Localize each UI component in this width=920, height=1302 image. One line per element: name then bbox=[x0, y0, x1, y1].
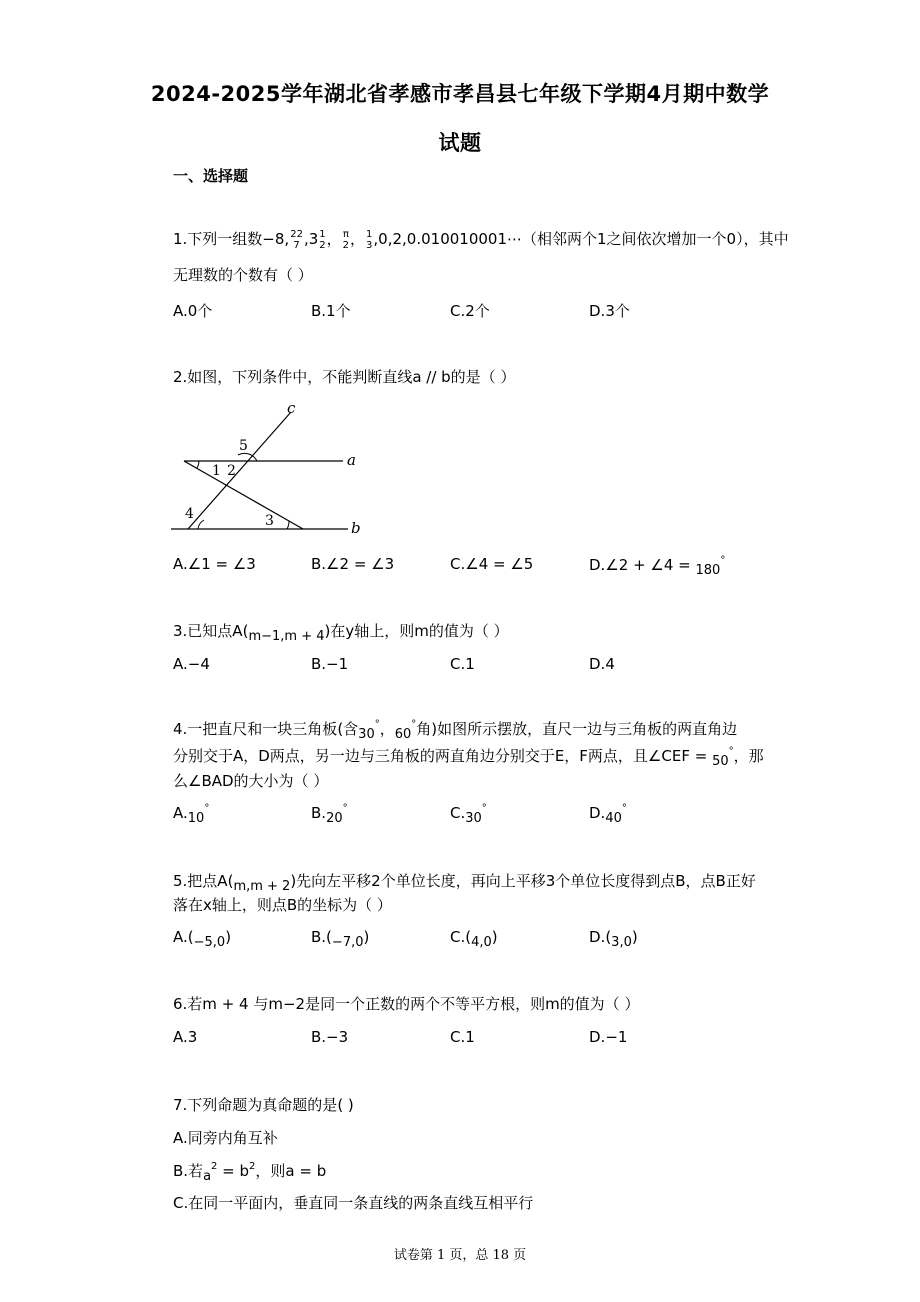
question-5-line-1: 5.把点A(m,m + 2)先向左平移2个单位长度，再向上平移3个单位长度得到点B，点B正好 bbox=[173, 872, 756, 894]
q6-option-a[interactable]: A.3 bbox=[173, 1028, 198, 1046]
parallel-lines-figure bbox=[165, 398, 370, 538]
question-6-text: 6.若m + 4 与m−2是同一个正数的两个不等平方根，则m的值为（ ） bbox=[173, 995, 640, 1013]
q1-option-b[interactable]: B.1个 bbox=[311, 302, 351, 320]
q6-option-b[interactable]: B.−3 bbox=[311, 1028, 349, 1046]
q4-option-a[interactable]: A.10° bbox=[173, 803, 210, 826]
q5-option-c[interactable]: C.(4,0) bbox=[450, 928, 498, 950]
fraction-1-2: 1 2 bbox=[319, 228, 326, 251]
q6-option-d[interactable]: D.−1 bbox=[589, 1028, 628, 1046]
line-c bbox=[188, 412, 291, 529]
q7-option-b[interactable]: B.若$a^2 = b^2$，则a = b bbox=[173, 1161, 327, 1184]
label-c: c bbox=[287, 399, 296, 417]
question-7-text: 7.下列命题为真命题的是( ) bbox=[173, 1096, 354, 1114]
section-heading: 一、选择题 bbox=[173, 167, 249, 185]
q2-option-b[interactable]: B.∠2 = ∠3 bbox=[311, 555, 395, 573]
fraction-22-7: 22 7 bbox=[290, 228, 303, 251]
question-4-line-1: 4.一把直尺和一块三角板(含30°，60°角)如图所示摆放，直尺一边与三角板的两直角边 bbox=[173, 719, 738, 742]
question-1-line-2: 无理数的个数有（ ） bbox=[173, 266, 313, 284]
label-b: b bbox=[351, 519, 361, 537]
q6-option-c[interactable]: C.1 bbox=[450, 1028, 475, 1046]
angle-label-5: 5 bbox=[239, 438, 248, 454]
document-title-line-2: 试题 bbox=[438, 131, 482, 155]
q5-option-b[interactable]: B.(−7,0) bbox=[311, 928, 370, 950]
q3-option-c[interactable]: C.1 bbox=[450, 655, 475, 673]
question-4-line-2: 分别交于A，D两点，另一边与三角板的两直角边分别交于E，F两点，且∠CEF = 50°，那 bbox=[173, 746, 764, 769]
angle-label-2: 2 bbox=[227, 463, 236, 479]
angle-label-4: 4 bbox=[185, 506, 194, 522]
question-1-line-1: 1.下列一组数−8, 22 7 ,3 1 2 ， π 2 ， 1 3 ,0,2,0.010010001⋯（相邻两个1之间依次增加一个0），其中 bbox=[173, 228, 789, 251]
q1-option-d[interactable]: D.3个 bbox=[589, 302, 630, 320]
q1-option-c[interactable]: C.2个 bbox=[450, 302, 490, 320]
q4-option-c[interactable]: C.30° bbox=[450, 803, 487, 826]
q7-option-a[interactable]: A.同旁内角互补 bbox=[173, 1129, 278, 1147]
document-title-line-1: 2024-2025学年湖北省孝感市孝昌县七年级下学期4月期中数学 bbox=[150, 82, 770, 106]
transversal bbox=[184, 461, 303, 529]
question-4-line-3: 么∠BAD的大小为（ ） bbox=[173, 772, 329, 790]
q1-option-a[interactable]: A.0个 bbox=[173, 302, 213, 320]
label-a: a bbox=[347, 451, 356, 469]
angle-arc-4 bbox=[198, 520, 204, 529]
angle-label-1: 1 bbox=[212, 463, 221, 479]
fraction-1-3: 1 3 bbox=[366, 228, 373, 251]
angle-arc-1 bbox=[197, 461, 199, 468]
page-footer: 试卷第 1 页，总 18 页 bbox=[393, 1248, 527, 1263]
q5-option-d[interactable]: D.(3,0) bbox=[589, 928, 638, 950]
q3-option-d[interactable]: D.4 bbox=[589, 655, 615, 673]
q2-option-d[interactable]: D.∠2 + ∠4 = 180° bbox=[589, 555, 726, 578]
q4-option-b[interactable]: B.20° bbox=[311, 803, 348, 826]
question-5-line-2: 落在x轴上，则点B的坐标为（ ） bbox=[173, 896, 392, 914]
q4-option-d[interactable]: D.40° bbox=[589, 803, 627, 826]
q5-option-a[interactable]: A.(−5,0) bbox=[173, 928, 232, 950]
fraction-pi-2: π 2 bbox=[342, 228, 350, 251]
question-2-text: 2.如图，下列条件中，不能判断直线a // b的是（ ） bbox=[173, 368, 516, 386]
question-3-text: 3.已知点A(m−1,m + 4)在y轴上，则m的值为（ ） bbox=[173, 622, 509, 644]
q2-option-a[interactable]: A.∠1 = ∠3 bbox=[173, 555, 256, 573]
q3-option-a[interactable]: A.−4 bbox=[173, 655, 210, 673]
angle-arc-3 bbox=[287, 521, 289, 529]
q2-option-c[interactable]: C.∠4 = ∠5 bbox=[450, 555, 534, 573]
angle-label-3: 3 bbox=[265, 513, 274, 529]
q3-option-b[interactable]: B.−1 bbox=[311, 655, 349, 673]
q7-option-c[interactable]: C.在同一平面内，垂直同一条直线的两条直线互相平行 bbox=[173, 1194, 534, 1212]
